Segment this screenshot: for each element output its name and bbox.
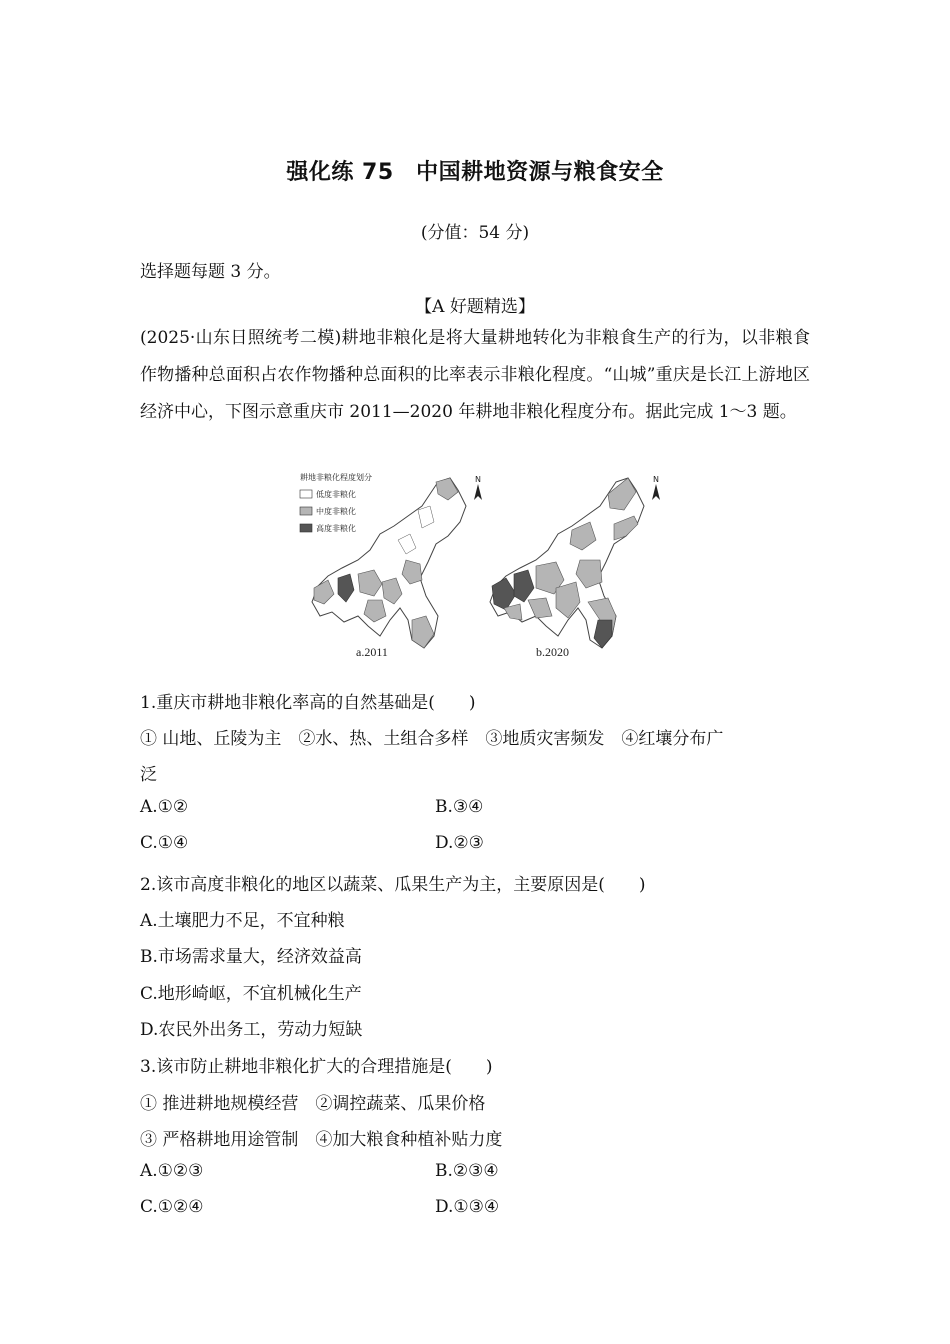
chongqing-maps-figure <box>298 470 659 662</box>
q2-stem: 2.该市高度非粮化的地区以蔬菜、瓜果生产为主，主要原因是( ) <box>140 875 646 895</box>
legend-mid: 中度非粮化 <box>316 507 356 516</box>
instruction: 选择题每题 3 分。 <box>140 262 281 282</box>
q1-items-cont: 泛 <box>140 765 157 785</box>
q2-option-b[interactable]: B.市场需求量大，经济效益高 <box>140 947 362 967</box>
legend-swatch-mid <box>300 507 312 515</box>
north-label-2020: N <box>653 475 659 484</box>
q3-option-b[interactable]: B.②③④ <box>435 1161 499 1181</box>
map-2011 <box>312 475 482 659</box>
north-label-2011: N <box>475 475 481 484</box>
north-arrow-icon <box>474 484 482 500</box>
map-2020 <box>490 475 660 659</box>
score-note: (分值：54 分) <box>420 223 530 243</box>
caption-2020: b.2020 <box>536 645 569 659</box>
legend-low: 低度非粮化 <box>316 490 356 499</box>
q3-option-c[interactable]: C.①②④ <box>140 1197 204 1217</box>
q2-option-c[interactable]: C.地形崎岖，不宜机械化生产 <box>140 984 362 1004</box>
caption-2011: a.2011 <box>356 645 388 659</box>
q1-option-d[interactable]: D.②③ <box>435 833 484 853</box>
passage: (2025·山东日照统考二模)耕地非粮化是将大量耕地转化为非粮食生产的行为，以非粮食作物播种总面积占农作物播种总面积的比率表示非粮化程度。“山城”重庆是长江上游地区经济中心，下图示意重庆市 2011—2020 年耕地非粮化程度分布。据此完成 1～3 题。 <box>140 328 810 422</box>
q2-option-d[interactable]: D.农民外出务工，劳动力短缺 <box>140 1020 363 1040</box>
section-heading: 【A 好题精选】 <box>415 297 535 317</box>
q3-stem: 3.该市防止耕地非粮化扩大的合理措施是( ) <box>140 1057 493 1077</box>
legend-swatch-high <box>300 524 312 532</box>
map-2011-outline <box>312 478 466 648</box>
q3-option-d[interactable]: D.①③④ <box>435 1197 500 1217</box>
q3-option-a[interactable]: A.①②③ <box>140 1161 204 1181</box>
page-title: 强化练 75 中国耕地资源与粮食安全 <box>286 160 664 185</box>
q1-option-c[interactable]: C.①④ <box>140 833 189 853</box>
north-arrow-icon <box>652 484 660 500</box>
q1-option-a[interactable]: A.①② <box>140 797 189 817</box>
q1-stem: 1.重庆市耕地非粮化率高的自然基础是( ) <box>140 693 476 713</box>
q1-option-b[interactable]: B.③④ <box>435 797 484 817</box>
q3-items: ① 推进耕地规模经营 ②调控蔬菜、瓜果价格 <box>140 1094 486 1114</box>
legend-high: 高度非粮化 <box>316 524 356 533</box>
q1-items: ① 山地、丘陵为主 ②水、热、土组合多样 ③地质灾害频发 ④红壤分布广 <box>140 729 724 749</box>
q3-items-cont: ③ 严格耕地用途管制 ④加大粮食种植补贴力度 <box>140 1130 503 1150</box>
legend-swatch-low <box>300 490 312 498</box>
q2-option-a[interactable]: A.土壤肥力不足，不宜种粮 <box>140 911 345 931</box>
legend-title: 耕地非粮化程度划分 <box>300 473 372 482</box>
